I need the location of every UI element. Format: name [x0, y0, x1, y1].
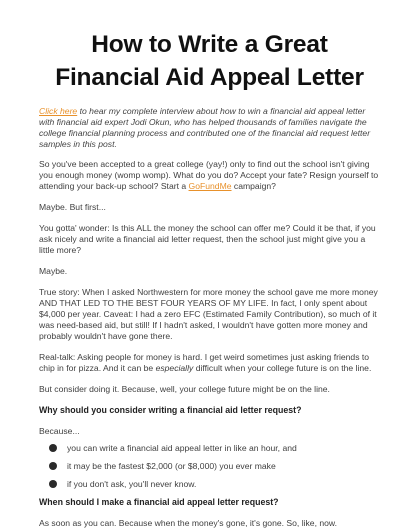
- bullet-dot-icon: [49, 444, 57, 452]
- bullet-dot-icon: [49, 462, 57, 470]
- intro-text: to hear my complete interview about how to win a financial aid appeal letter with financial aid expert Jodi Okun, who has helped thousands of families navigate the college financial planning process and contributed one of the financial aid request letter samples in this post.: [39, 106, 371, 149]
- gofundme-link[interactable]: GoFundMe: [188, 181, 232, 191]
- list-item-text: if you don't ask, you'll never know.: [67, 479, 197, 489]
- list-item-text: it may be the fastest $2,000 (or $8,000) you ever make: [67, 461, 276, 471]
- bullet-dot-icon: [49, 480, 57, 488]
- paragraph-6-tail: difficult when your college future is on the line.: [193, 363, 372, 373]
- paragraph-1: [39, 159, 380, 192]
- paragraph-1-text: So you've been accepted to a great college (yay!) only to find out the school isn't giving you enough money (womp womp). What do you do? Accept your fate? Resign yourself to attending your back-up school? Start a: [39, 159, 379, 191]
- interview-link[interactable]: Click here: [39, 106, 78, 116]
- page-title: How to Write a Great Financial Aid Appeal Letter: [55, 31, 364, 91]
- paragraph-7: But consider doing it. Because, well, your college future might be on the line.: [39, 384, 330, 394]
- intro-paragraph: [39, 106, 380, 150]
- section-heading-when: When should I make a financial aid appeal letter request?: [39, 497, 279, 507]
- paragraph-6-text: Real-talk: Asking people for money is hard. I get weird sometimes just asking friends to chip in for pizza. And it can be: [39, 352, 370, 373]
- paragraph-2: Maybe. But first...: [39, 202, 106, 212]
- list-item-text: you can write a financial aid appeal letter in like an hour, and: [67, 443, 297, 453]
- because-text: Because...: [39, 426, 80, 436]
- section-heading-why: Why should you consider writing a financial aid letter request?: [39, 405, 302, 415]
- paragraph-1-tail: campaign?: [231, 181, 276, 191]
- paragraph-4: Maybe.: [39, 266, 68, 276]
- paragraph-5: True story: When I asked Northwestern for more money the school gave me more money AND THAT LED TO THE BEST FOUR YEARS OF MY LIFE. In fact, I only spent about $4,000 per year. Caveat: I had a zero EFC (Estimated Family Contribution), so much of it was need-based aid, but still! If I hadn't asked, I wouldn't have gotten more money and probably wouldn't have gone there.: [39, 287, 378, 341]
- paragraph-3: You gotta' wonder: Is this ALL the money the school can offer me? Could it be that, if you ask nicely and write a financial aid letter request, then the school just might give you a little more?: [39, 223, 376, 255]
- list-item: [49, 479, 380, 490]
- list-item: [49, 443, 380, 454]
- paragraph-6: [39, 352, 380, 374]
- list-item: [49, 461, 380, 472]
- paragraph-6-emphasis: especially: [155, 363, 194, 373]
- reasons-list: [39, 443, 380, 490]
- closing-paragraph: As soon as you can. Because when the money's gone, it's gone. So, like, now.: [39, 518, 338, 528]
